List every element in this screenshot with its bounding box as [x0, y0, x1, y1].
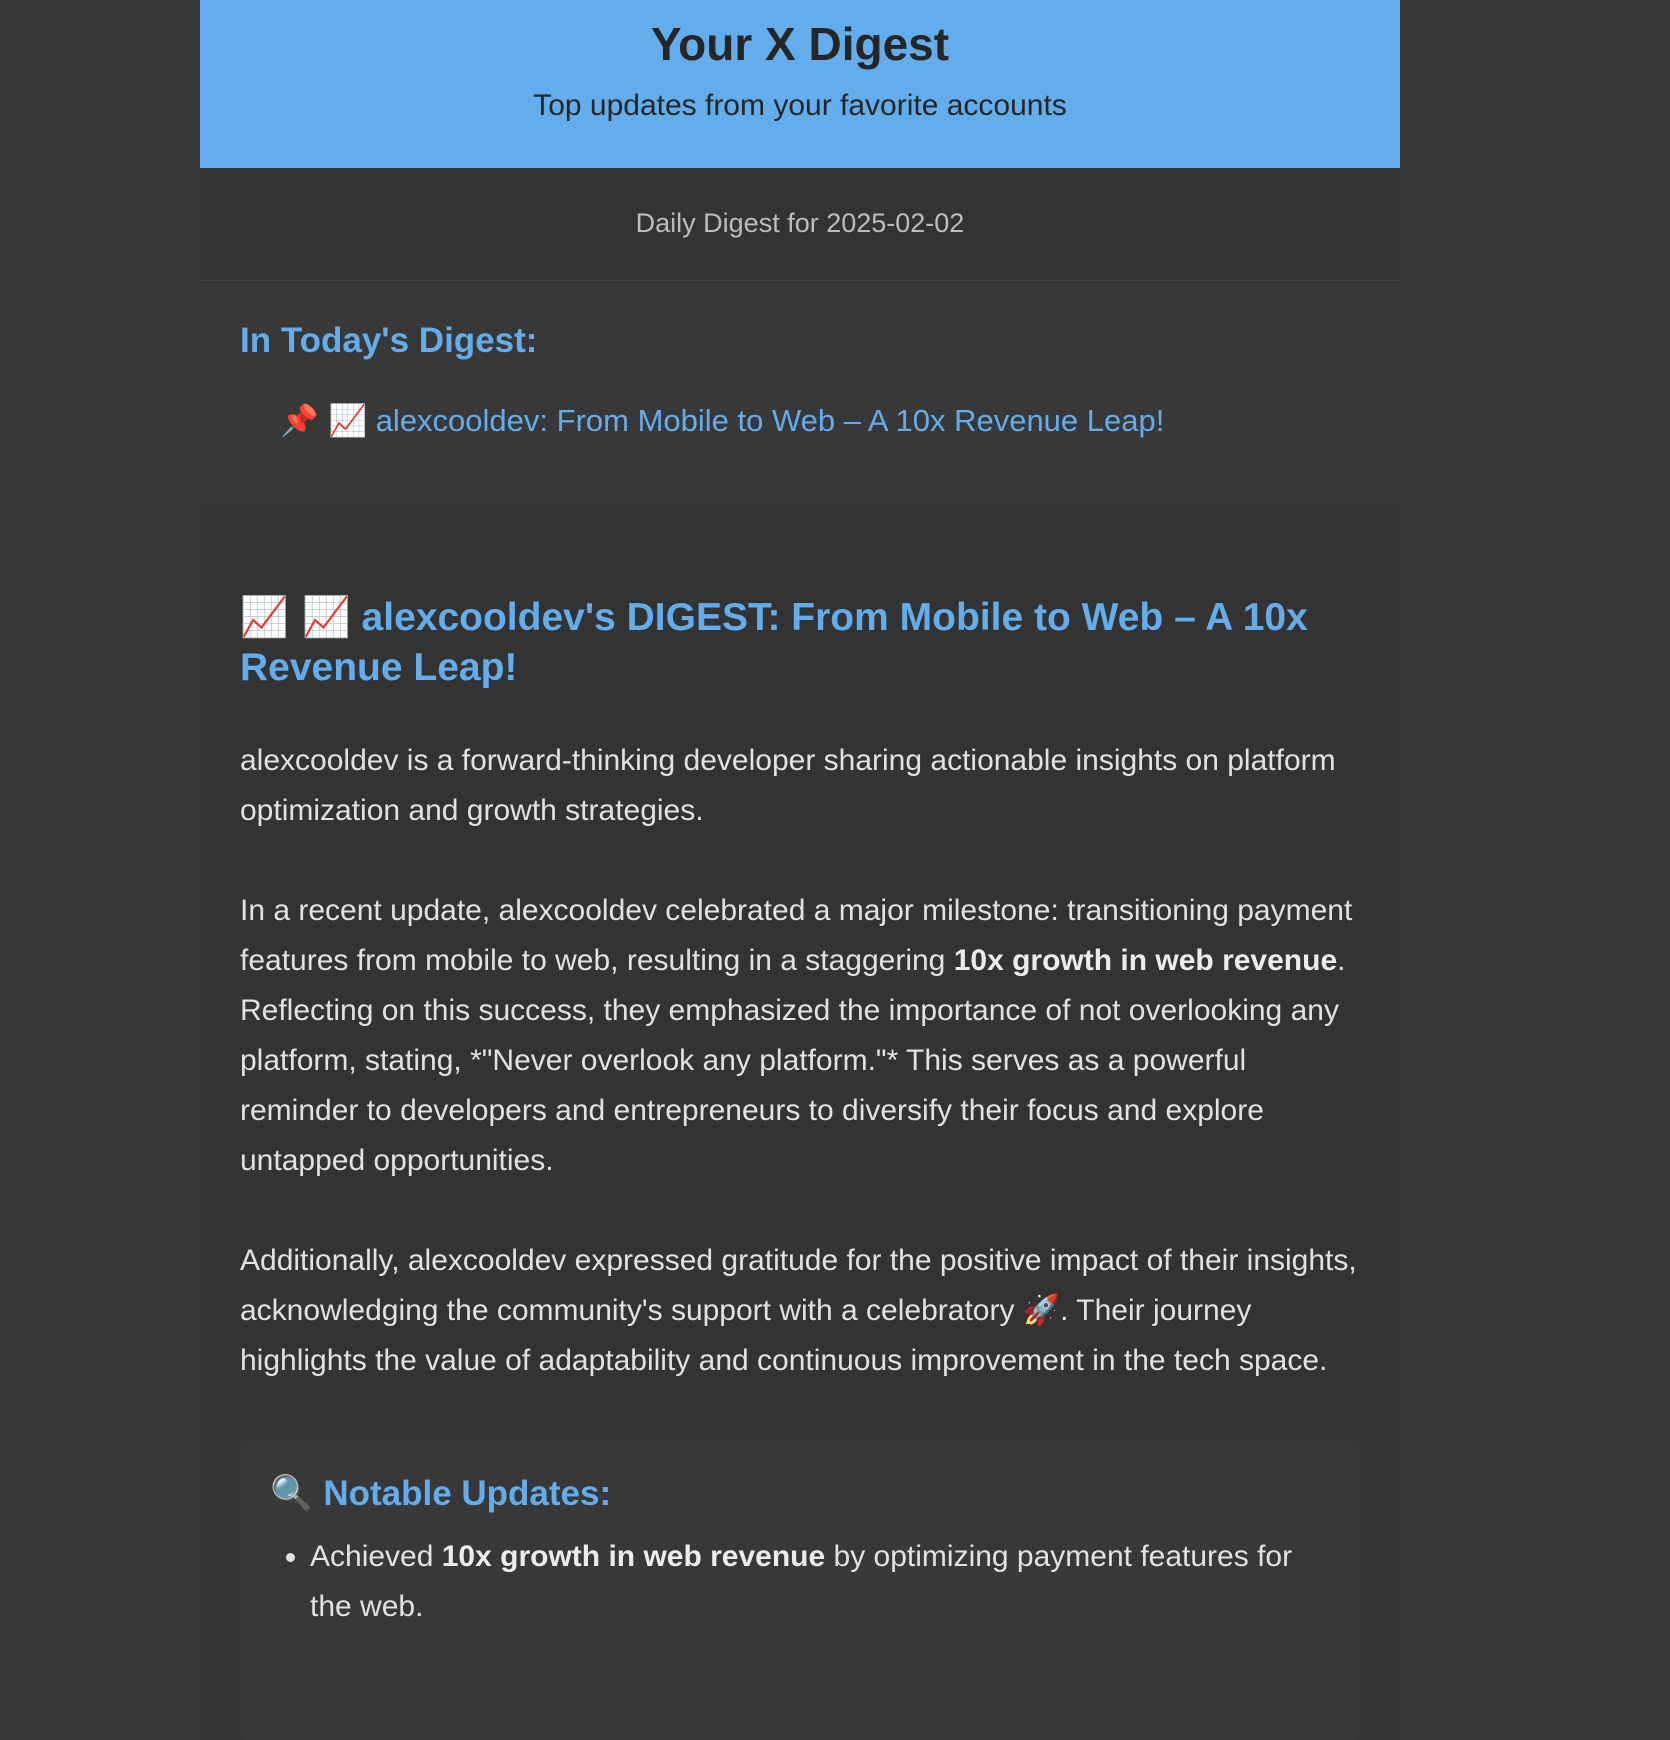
notable-heading-text: Notable Updates: — [323, 1474, 612, 1513]
rocket-icon: 🚀 — [1022, 1293, 1061, 1328]
toc-heading: In Today's Digest: — [240, 321, 538, 360]
notable-updates-list — [270, 1532, 1330, 1632]
paragraph-text: Additionally, alexcooldev expressed gratitude for the positive impact of their insights, acknowledging the community's support with a celebratory — [240, 1244, 1357, 1327]
chart-increasing-icons: 📈 📈 — [240, 595, 351, 640]
digest-gratitude-paragraph — [240, 1236, 1360, 1386]
digest-intro-paragraph: alexcooldev is a forward-thinking developer sharing actionable insights on platform optimization and growth strategies. — [240, 744, 1336, 827]
list-item-text: Achieved — [310, 1540, 442, 1573]
digest-heading — [240, 593, 1360, 693]
digest-update-paragraph — [240, 886, 1360, 1186]
highlight-text: 10x growth in web revenue — [441, 1540, 826, 1573]
page-subtitle: Top updates from your favorite accounts — [533, 89, 1067, 122]
pushpin-chart-icons: 📌 📈 — [280, 403, 368, 439]
paragraph-text: In a recent update, alexcooldev celebrated a major milestone: transitioning payment features from mobile to web, resulting in a staggering — [240, 894, 1353, 977]
paragraph-text: . Their journey highlights the value of adaptability and continuous improvement in the tech space. — [240, 1294, 1328, 1377]
page-title: Your X Digest — [650, 18, 950, 70]
notable-updates-heading — [270, 1472, 1330, 1516]
date-line: Daily Digest for 2025-02-02 — [200, 168, 1400, 281]
highlight-text: 10x growth in web revenue — [953, 944, 1338, 977]
table-of-contents — [200, 281, 1400, 505]
toc-item — [280, 401, 1360, 441]
list-item — [310, 1532, 1330, 1632]
toc-link-alexcooldev[interactable]: alexcooldev: From Mobile to Web – A 10x Revenue Leap! — [375, 403, 1165, 438]
paragraph-text: . Reflecting on this success, they emphasized the importance of not overlooking any platform, stating, *"Never overlook any platform."* This serves as a powerful reminder to developers and entrepreneurs to diversify their focus and explore untapped opportunities. — [240, 944, 1346, 1177]
digest-page — [200, 0, 1400, 1622]
notable-updates-box — [240, 1440, 1360, 1740]
toc-list — [240, 401, 1360, 441]
magnifier-icon: 🔍 — [270, 1474, 314, 1514]
header-banner — [200, 0, 1400, 168]
digest-section — [200, 505, 1400, 1740]
list-item-text: by optimizing payment features for the web. — [310, 1540, 1293, 1623]
digest-heading-text: alexcooldev's DIGEST: From Mobile to Web – A 10x Revenue Leap! — [240, 596, 1308, 689]
